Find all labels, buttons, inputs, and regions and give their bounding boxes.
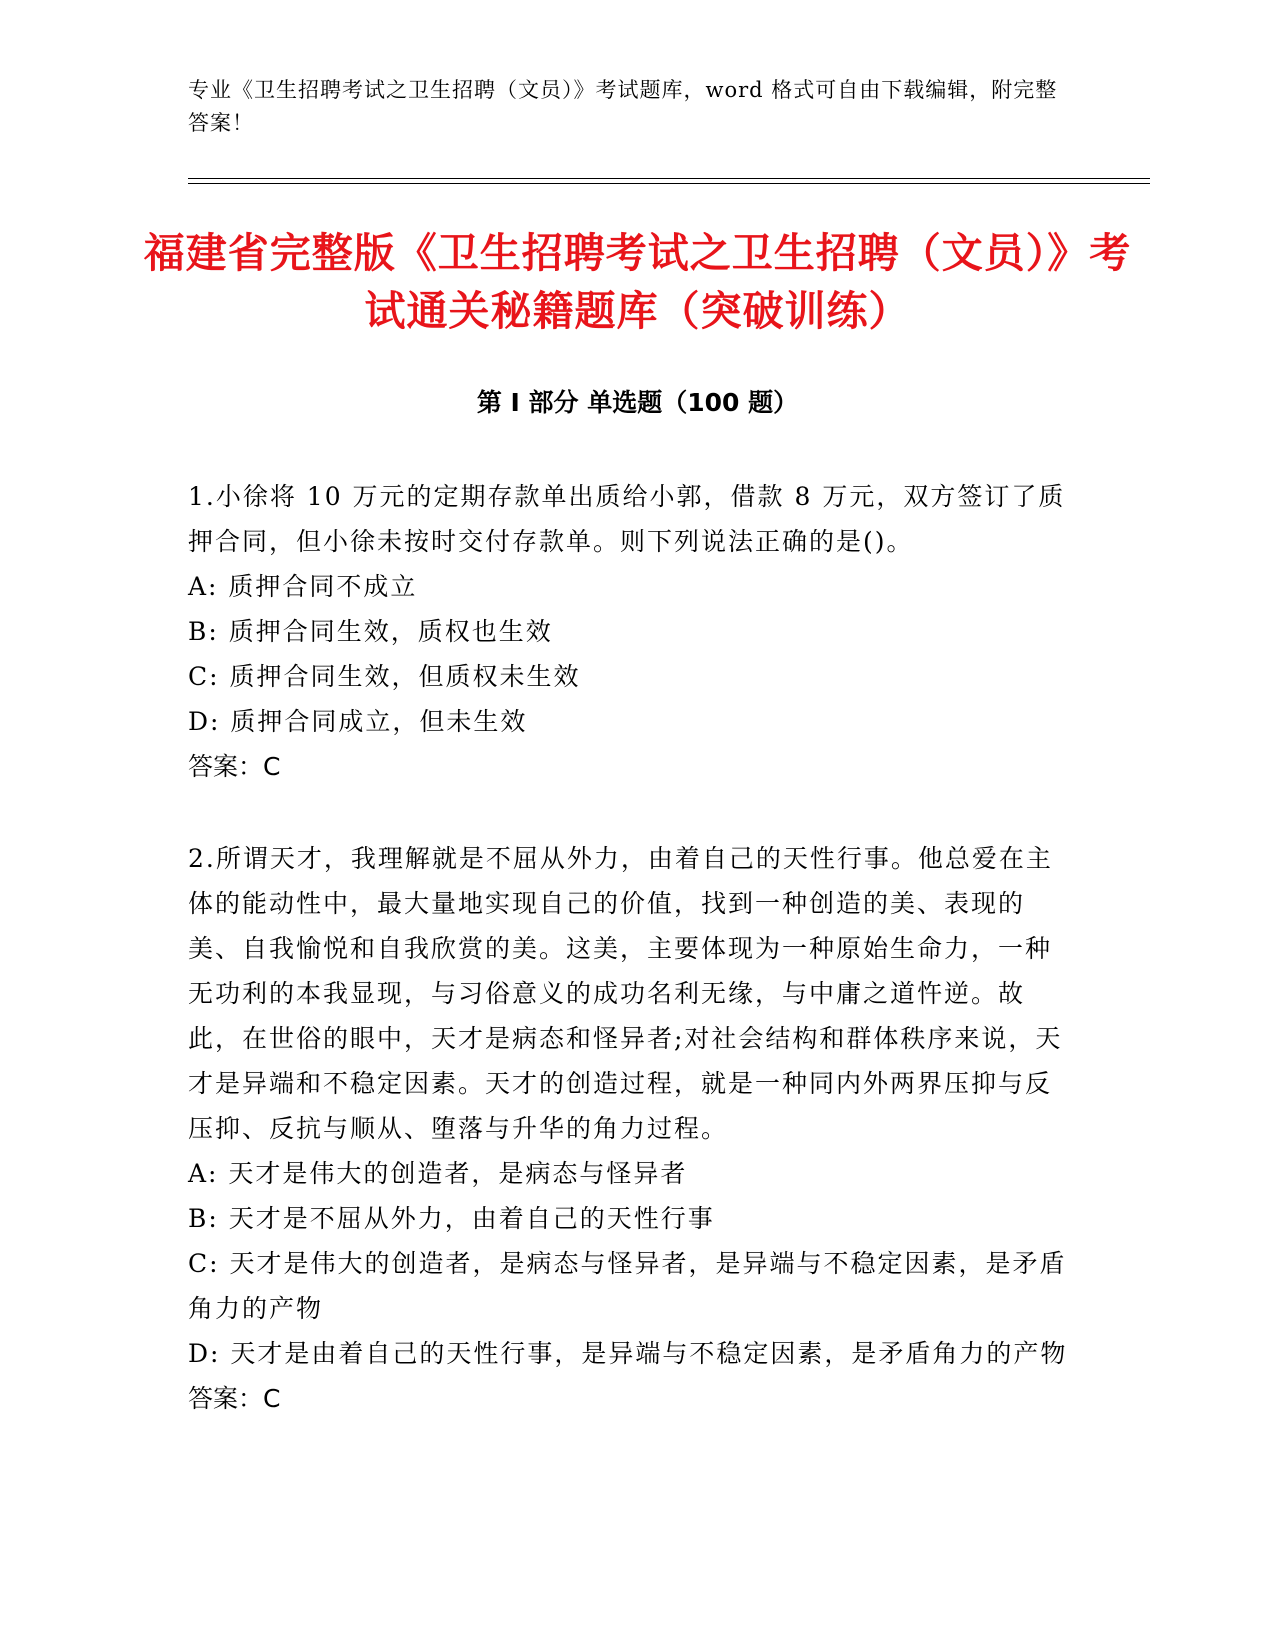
option-c: C: 天才是伟大的创造者，是病态与怪异者，是异端与不稳定因素，是矛盾角力的产物 — [188, 1249, 1067, 1323]
answer: 答案：C — [188, 752, 281, 781]
header-note: 专业《卫生招聘考试之卫生招聘（文员）》考试题库，word 格式可自由下载编辑，附完整答案！ — [188, 78, 1058, 135]
option-b: B: 天才是不屈从外力，由着自己的天性行事 — [188, 1204, 715, 1233]
question-stem: 2.所谓天才，我理解就是不屈从外力，由着自己的天性行事。他总爱在主体的能动性中，最大量地实现自己的价值，找到一种创造的美、表现的美、自我愉悦和自我欣赏的美。这美，主要体现为一种原始生命力，一种无功利的本我显现，与习俗意义的成功名利无缘，与中庸之道忤逆。故此，在世俗的眼中，天才是病态和怪异者;对社会结构和群体秩序来说，天才是异端和不稳定因素。天才的创造过程，就是一种同内外两界压抑与反压抑、反抗与顺从、堕落与升华的角力过程。 — [188, 844, 1063, 1143]
option-b: B: 质押合同生效，质权也生效 — [188, 617, 553, 646]
option-d: D: 天才是由着自己的天性行事，是异端与不稳定因素，是矛盾角力的产物 — [188, 1339, 1068, 1368]
document-title: 福建省完整版《卫生招聘考试之卫生招聘（文员）》考试通关秘籍题库（突破训练） — [143, 229, 1132, 335]
question-stem: 1.小徐将 10 万元的定期存款单出质给小郭，借款 8 万元，双方签订了质押合同，但小徐未按时交付存款单。则下列说法正确的是()。 — [188, 482, 1066, 556]
option-c: C: 质押合同生效，但质权未生效 — [188, 662, 581, 691]
section-heading: 第 I 部分 单选题（100 题） — [476, 388, 799, 417]
question-1 — [188, 474, 1068, 789]
option-d: D: 质押合同成立，但未生效 — [188, 707, 528, 736]
option-a: A: 质押合同不成立 — [188, 572, 418, 601]
header-divider-top — [188, 178, 1150, 179]
question-2 — [188, 836, 1068, 1421]
answer: 答案：C — [188, 1384, 281, 1413]
header-divider-bottom — [188, 183, 1150, 184]
option-a: A: 天才是伟大的创造者，是病态与怪异者 — [188, 1159, 688, 1188]
